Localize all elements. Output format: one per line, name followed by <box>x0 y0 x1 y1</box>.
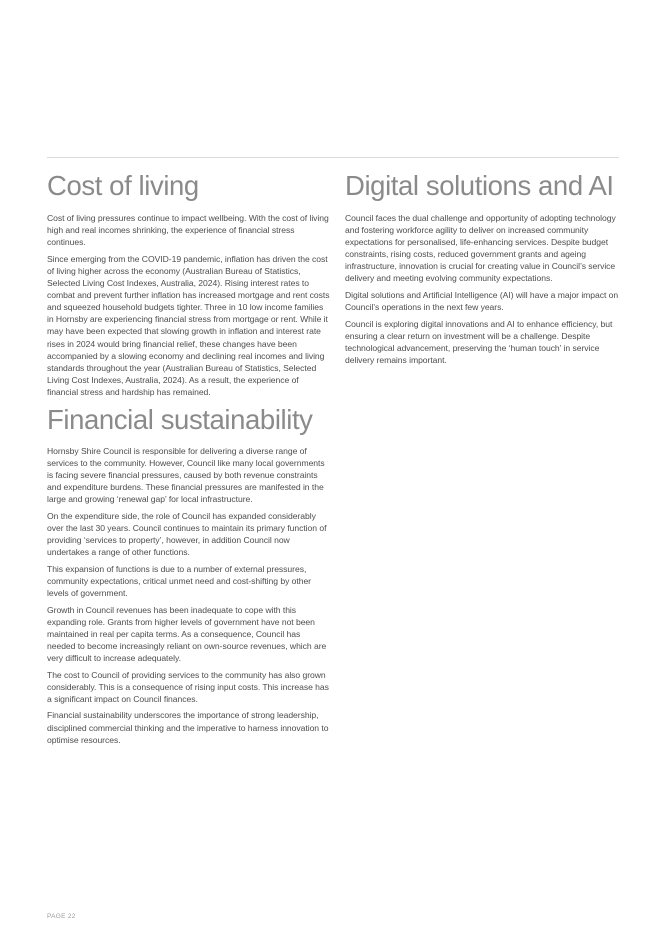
paragraph: Digital solutions and Artificial Intelligence (AI) will have a major impact on Council’s operations in the next few years. <box>345 290 619 313</box>
digital-solutions-body <box>345 212 621 366</box>
page-number: PAGE 22 <box>47 913 76 920</box>
paragraph: Cost of living pressures continue to impact wellbeing. With the cost of living high and real incomes shrinking, the experience of financial stress continues. <box>47 213 329 248</box>
cost-of-living-body <box>47 212 330 398</box>
left-column <box>47 163 330 750</box>
paragraph: This expansion of functions is due to a number of external pressures, community expectations, critical unmet need and cost-shifting by other levels of government. <box>47 563 311 598</box>
heading-financial-sustainability: Financial sustainability <box>47 403 313 435</box>
heading-digital-solutions-ai: Digital solutions and AI <box>345 170 614 201</box>
paragraph: Growth in Council revenues has been inadequate to cope with this expanding role. Grants from higher levels of government have not been maintained in real per capita terms. As a consequence, Council has needed to become increasingly reliant on own-source revenues, which are very difficult to increase adequately. <box>47 604 327 663</box>
paragraph: Council is exploring digital innovations and AI to enhance efficiency, but ensuring a clear return on investment will be a challenge. Despite technological advancement, preserving the ‘human touch’ in service delivery remains important. <box>345 318 613 366</box>
paragraph: Since emerging from the COVID-19 pandemic, inflation has driven the cost of living higher across the economy (Australian Bureau of Statistics, Selected Living Cost Indexes, Australia, 2024). Rising interest rates to combat and prevent further inflation has increased mortgage and rent costs and squeezed household budgets tighter. Three in 10 low income families in Hornsby are experiencing financial stress from mortgage or rent. While it may have been expected that slowing growth in inflation and interest rate rises in 2024 would bring financial relief, these changes have been accompanied by a slowing economy and declining real incomes and living standards throughout the year (Australian Bureau of Statistics, Selected Living Cost Indexes, Australia, 2024). As a result, the experience of financial stress and hardship has remained. <box>47 253 330 397</box>
paragraph: Financial sustainability underscores the importance of strong leadership, disciplined commercial thinking and the imperative to harness innovation to optimise resources. <box>47 710 329 745</box>
right-column <box>345 163 621 371</box>
paragraph: Hornsby Shire Council is responsible for delivering a diverse range of services to the community. However, Council like many local governments is facing severe financial pressures, caused by both revenue constraints and expenditure burdens. These financial pressures are manifested in the large and growing ‘renewal gap’ for local infrastructure. <box>47 445 325 504</box>
paragraph: Council faces the dual challenge and opportunity of adopting technology and fostering workforce agility to deliver on increased community expectations for personalised, life-enhancing services. Despite budget constraints, rising costs, reduced government grants and ageing infrastructure, innovation is crucial for creating value in Council’s service delivery and meeting evolving community expectations. <box>345 213 616 284</box>
paragraph: On the expenditure side, the role of Council has expanded considerably over the last 30 years. Council continues to maintain its primary function of providing ‘services to property’, however, in addition Council now undertakes a range of other functions. <box>47 510 327 557</box>
financial-sustainability-body <box>47 445 330 746</box>
paragraph: The cost to Council of providing services to the community has also grown considerably. This is a consequence of rising input costs. This increase has a significant impact on Council finances. <box>47 669 329 704</box>
heading-cost-of-living: Cost of living <box>47 170 199 201</box>
section-divider <box>47 157 619 158</box>
